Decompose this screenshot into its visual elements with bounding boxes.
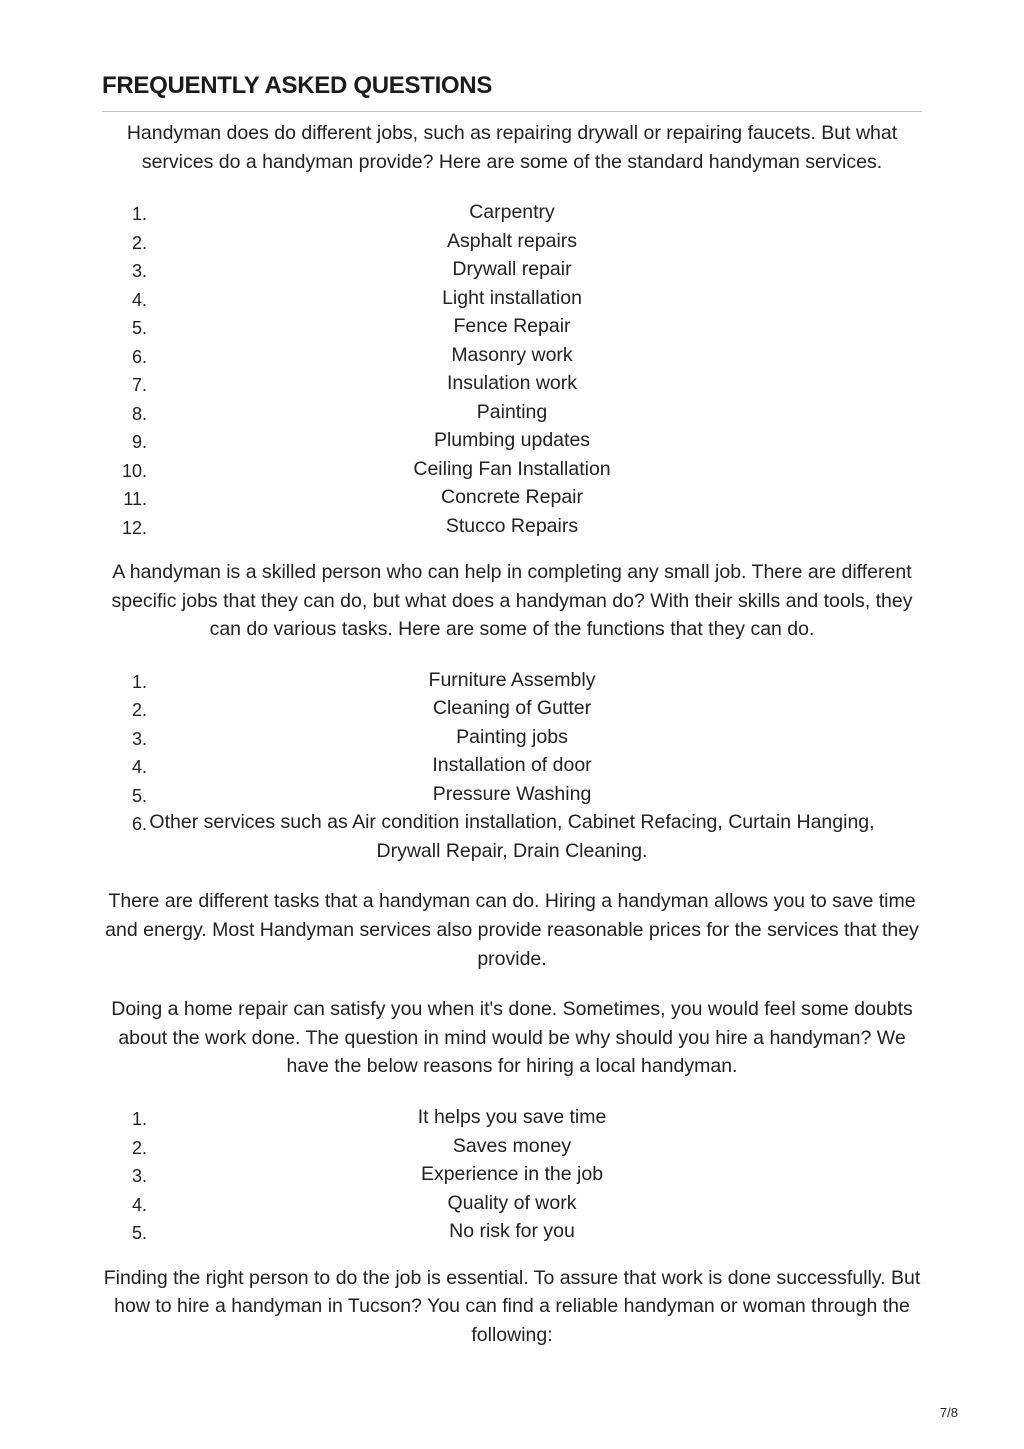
- list-item-text: Carpentry: [469, 201, 555, 224]
- list-item-number: 5.: [131, 318, 147, 339]
- list-item: [102, 1132, 922, 1161]
- list-item-number: 9.: [131, 432, 147, 453]
- list-item-text: Other services such as Air condition installation, Cabinet Refacing, Curtain Hanging, Drywall Repair, Drain Cleaning.: [149, 811, 875, 862]
- list-item-text: It helps you save time: [417, 1106, 607, 1129]
- list-item-text: Painting: [476, 400, 548, 423]
- title-divider: [102, 111, 922, 112]
- list-item-number: 5.: [131, 785, 147, 806]
- page-title: FREQUENTLY ASKED QUESTIONS: [102, 72, 493, 99]
- list-item-number: 2.: [131, 232, 147, 253]
- list-item: [102, 312, 922, 341]
- list-item-number: 10.: [121, 460, 147, 481]
- list-item-text: Quality of work: [447, 1191, 577, 1214]
- list-item: [102, 341, 922, 370]
- list-item-number: 1.: [131, 204, 147, 225]
- reasons-intro-paragraph: Doing a home repair can satisfy you when it's done. Sometimes, you would feel some doubts about the work done. The question in mind would be why should you hire a handyman? We have the below reasons for hiring a local handyman.: [111, 998, 913, 1078]
- list-item-number: 12.: [121, 517, 147, 538]
- list-item-text: Saves money: [452, 1134, 572, 1157]
- list-item-number: 3.: [131, 728, 147, 749]
- page-indicator: 7/8: [939, 1405, 958, 1420]
- list-item: [102, 483, 922, 512]
- list-item-text: Experience in the job: [420, 1163, 604, 1186]
- list-item-text: Fence Repair: [453, 315, 571, 338]
- list-item: [102, 227, 922, 256]
- list-item-number: 2.: [131, 1137, 147, 1158]
- list-item-number: 11.: [123, 489, 147, 510]
- functions-list: [102, 666, 922, 866]
- list-item: [102, 1189, 922, 1218]
- list-item-number: 3.: [131, 1166, 147, 1187]
- list-item-number: 5.: [131, 1223, 147, 1244]
- list-item-text: Asphalt repairs: [446, 229, 578, 252]
- list-item: [102, 1103, 922, 1132]
- document-body: [102, 119, 922, 1349]
- list-item: [102, 369, 922, 398]
- list-item: [102, 1160, 922, 1189]
- list-item: [102, 255, 922, 284]
- list-item-number: 6.: [131, 814, 147, 835]
- list-item-text: Stucco Repairs: [445, 514, 579, 537]
- functions-intro-paragraph: A handyman is a skilled person who can help in completing any small job. There are different specific jobs that they can do, but what does a handyman do? With their skills and tools, they can do various tasks. Here are some of the functions that they can do.: [111, 561, 913, 641]
- list-item: [102, 780, 922, 809]
- list-item-number: 4.: [131, 757, 147, 778]
- closing-paragraph: Finding the right person to do the job is essential. To assure that work is done successfully. But how to hire a handyman in Tucson? You can find a reliable handyman or woman through the following:: [103, 1266, 921, 1346]
- list-item: [102, 1217, 922, 1246]
- list-item-number: 1.: [131, 1109, 147, 1130]
- list-item-number: 2.: [131, 700, 147, 721]
- list-item: [102, 723, 922, 752]
- list-item-text: Plumbing updates: [433, 429, 591, 452]
- tasks-paragraph: There are different tasks that a handyman can do. Hiring a handyman allows you to save time and energy. Most Handyman services also provide reasonable prices for the services that they provide.: [105, 890, 919, 970]
- list-item: [102, 426, 922, 455]
- list-item-number: 3.: [131, 261, 147, 282]
- list-item: [102, 751, 922, 780]
- list-item-text: No risk for you: [449, 1220, 575, 1243]
- list-item: [102, 398, 922, 427]
- list-item-text: Concrete Repair: [441, 486, 583, 509]
- list-item-number: 1.: [131, 671, 147, 692]
- list-item-text: Light installation: [442, 286, 582, 309]
- list-item-number: 6.: [131, 346, 147, 367]
- services-list: [102, 198, 922, 540]
- list-item: [102, 284, 922, 313]
- list-item: [102, 666, 922, 695]
- list-item: [102, 455, 922, 484]
- list-item-text: Painting jobs: [456, 725, 568, 748]
- list-item: [102, 198, 922, 227]
- services-intro-paragraph: Handyman does do different jobs, such as repairing drywall or repairing faucets. But what services do a handyman provide? Here are some of the standard handyman services.: [126, 122, 898, 173]
- list-item-text: Cleaning of Gutter: [432, 697, 592, 720]
- list-item-text: Insulation work: [446, 372, 578, 395]
- list-item-text: Pressure Washing: [432, 782, 592, 805]
- list-item: [102, 512, 922, 541]
- list-item-number: 8.: [131, 403, 147, 424]
- list-item-text: Installation of door: [432, 754, 592, 777]
- list-item: [102, 808, 922, 865]
- list-item-number: 4.: [131, 1194, 147, 1215]
- reasons-list: [102, 1103, 922, 1246]
- list-item-text: Masonry work: [451, 343, 573, 366]
- list-item-text: Furniture Assembly: [428, 668, 596, 691]
- list-item-number: 4.: [131, 289, 147, 310]
- list-item-text: Ceiling Fan Installation: [413, 457, 611, 480]
- list-item-number: 7.: [131, 375, 147, 396]
- list-item: [102, 694, 922, 723]
- list-item-text: Drywall repair: [452, 258, 572, 281]
